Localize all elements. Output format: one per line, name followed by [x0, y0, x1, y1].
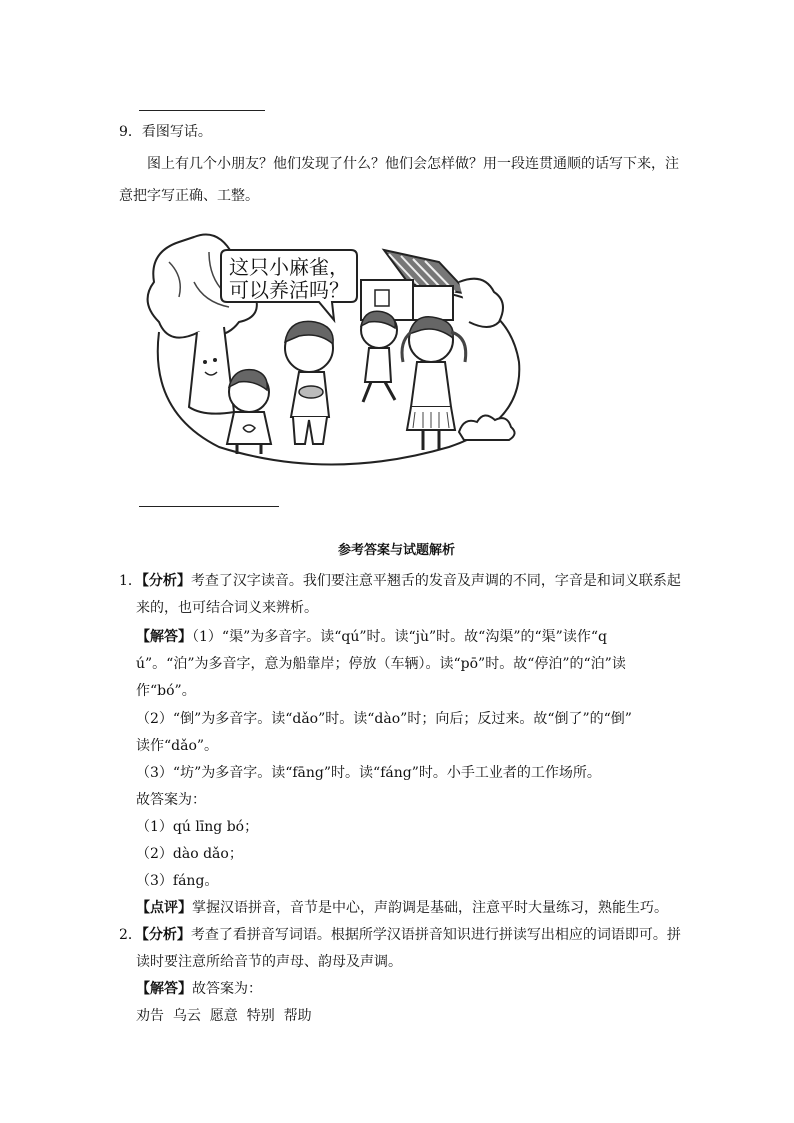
question-9-prompt-line2: 意把字写正确、工整。	[119, 188, 259, 204]
girl-running-figure	[361, 311, 397, 402]
question-number: 9．	[119, 124, 142, 140]
answer-1-dianping	[136, 898, 668, 918]
solution-text: 故答案为：	[192, 981, 262, 997]
comment-text: 掌握汉语拼音，音节是中心，声韵调是基础，注意平时大量练习，熟能生巧。	[192, 900, 668, 916]
answer-1-item-2: （2）dào dǎo；	[136, 846, 243, 862]
answer-2-fenxi-line2: 读时要注意所给音节的声母、韵母及声调。	[136, 954, 402, 970]
answers-heading: 参考答案与试题解析	[338, 543, 456, 558]
answer-number: 2．	[119, 927, 142, 943]
answer-1-jieda-line1	[136, 627, 607, 647]
girl-right-figure	[402, 317, 466, 450]
bush-drawing	[459, 415, 515, 440]
answer-1-fenxi-line1	[119, 571, 681, 591]
answer-number: 1．	[119, 573, 142, 589]
answer-1-item-3: （3）fáng。	[136, 873, 219, 889]
solution-text: （1）“渠”为多音字。读“qú”时。读“jù”时。故“沟渠”的“渠”读作“q	[192, 629, 607, 645]
analysis-tag: 【分析】	[141, 573, 191, 589]
question-9-title	[119, 122, 212, 142]
comment-tag: 【点评】	[136, 900, 192, 916]
answer-2-fenxi-line1	[119, 925, 681, 945]
answer-1-jieda-line2: ú”。“泊”为多音字，意为船靠岸；停放（车辆）。读“pō”时。故“停泊”的“泊”读	[136, 656, 626, 672]
answer-1-jieda-line4: （2）“倒”为多音字。读“dǎo”时。读“dào”时；向后；反过来。故“倒了”的“倒”	[136, 711, 632, 727]
analysis-text: 考查了看拼音写词语。根据所学汉语拼音知识进行拼读写出相应的词语即可。拼	[190, 927, 681, 943]
answer-1-item-1: （1）qú līng bó；	[136, 819, 259, 835]
answer-2-words: 劝告 乌云 愿意 特别 帮助	[136, 1008, 312, 1024]
answer-1-jieda-line5: 读作“dǎo”。	[136, 738, 219, 754]
answer-1-fenxi-line2: 来的，也可结合词义来辨析。	[136, 600, 318, 616]
analysis-tag: 【分析】	[141, 927, 191, 943]
girl-left-figure	[227, 370, 271, 454]
answer-1-jieda-line3: 作“bó”。	[136, 683, 196, 699]
answer-line-bottom	[139, 506, 279, 507]
illustration-children-sparrow	[139, 222, 526, 470]
analysis-text: 考查了汉字读音。我们要注意平翘舌的发音及声调的不同，字音是和词义联系起	[190, 573, 681, 589]
answer-1-jieda-line6: （3）“坊”为多音字。读“fāng”时。读“fáng”时。小手工业者的工作场所。	[136, 765, 601, 781]
question-9-prompt-line1: 图上有几个小朋友？他们发现了什么？他们会怎样做？用一段连贯通顺的话写下来，注	[147, 156, 679, 172]
solution-tag: 【解答】	[136, 981, 192, 997]
answer-1-intro: 故答案为：	[136, 792, 206, 808]
answer-2-jieda	[136, 979, 262, 999]
boy-figure	[285, 321, 333, 444]
bubble-text-line2: 可以养活吗？	[229, 278, 349, 302]
solution-tag: 【解答】	[136, 629, 192, 645]
bubble-text-line1: 这只小麻雀，	[229, 255, 349, 279]
question-title: 看图写话。	[141, 124, 212, 140]
answer-line-top	[139, 110, 265, 111]
